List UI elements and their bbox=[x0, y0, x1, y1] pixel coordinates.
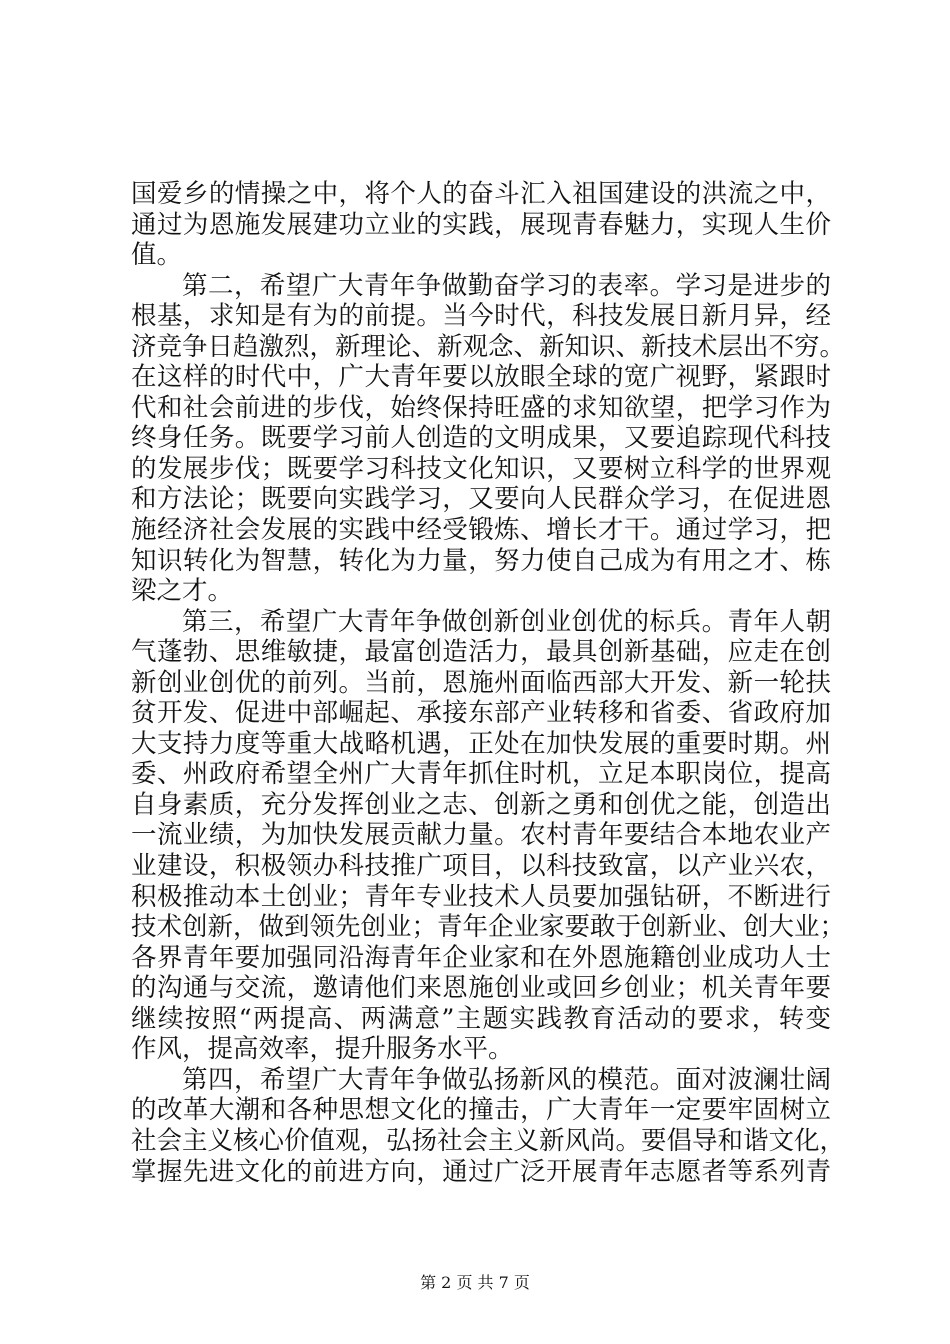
text-line: 作风，提高效率，提升服务水平。 bbox=[131, 1034, 514, 1065]
text-line: 业建设，积极领办科技推广项目，以科技致富，以产业兴农， bbox=[131, 851, 831, 882]
text-line: 值。 bbox=[131, 240, 183, 271]
text-line: 的改革大潮和各种思想文化的撞击，广大青年一定要牢固树立 bbox=[131, 1095, 831, 1126]
text-line: 贫开发、促进中部崛起、承接东部产业转移和省委、省政府加 bbox=[131, 698, 831, 729]
text-line: 在这样的时代中，广大青年要以放眼全球的宽广视野，紧跟时 bbox=[131, 362, 831, 393]
text-line: 国爱乡的情操之中，将个人的奋斗汇入祖国建设的洪流之中， bbox=[131, 179, 831, 209]
text-line: 新创业创优的前列。当前，恩施州面临西部大开发、新一轮扶 bbox=[131, 667, 831, 698]
text-line: 第二，希望广大青年争做勤奋学习的表率。学习是进步的 bbox=[182, 270, 831, 301]
text-line: 气蓬勃、思维敏捷，最富创造活力，最具创新基础，应走在创 bbox=[131, 637, 831, 668]
text-line: 各界青年要加强同沿海青年企业家和在外恩施籍创业成功人士 bbox=[131, 942, 831, 973]
text-line: 通过为恩施发展建功立业的实践，展现青春魅力，实现人生价 bbox=[131, 209, 831, 240]
text-line: 的发展步伐；既要学习科技文化知识，又要树立科学的世界观 bbox=[131, 453, 831, 484]
text-line: 终身任务。既要学习前人创造的文明成果，又要追踪现代科技 bbox=[131, 423, 831, 454]
text-line: 委、州政府希望全州广大青年抓住时机，立足本职岗位，提高 bbox=[131, 759, 831, 790]
body-text bbox=[131, 179, 846, 1187]
text-line: 社会主义核心价值观，弘扬社会主义新风尚。要倡导和谐文化， bbox=[131, 1125, 846, 1156]
text-line: 掌握先进文化的前进方向，通过广泛开展青年志愿者等系列青 bbox=[131, 1156, 831, 1187]
text-line: 施经济社会发展的实践中经受锻炼、增长才干。通过学习，把 bbox=[131, 515, 831, 546]
text-line: 积极推动本土创业；青年专业技术人员要加强钻研，不断进行 bbox=[131, 881, 831, 912]
text-line: 根基，求知是有为的前提。当今时代，科技发展日新月异，经 bbox=[131, 301, 831, 332]
text-line: 代和社会前进的步伐，始终保持旺盛的求知欲望，把学习作为 bbox=[131, 392, 831, 423]
text-line: 和方法论；既要向实践学习，又要向人民群众学习，在促进恩 bbox=[131, 484, 831, 515]
text-line: 大支持力度等重大战略机遇，正处在加快发展的重要时期。州 bbox=[131, 728, 831, 759]
text-line: 济竞争日趋激烈，新理论、新观念、新知识、新技术层出不穷。 bbox=[131, 331, 846, 362]
text-line: 第三，希望广大青年争做创新创业创优的标兵。青年人朝 bbox=[182, 606, 831, 637]
page-footer: 第 2 页 共 7 页 bbox=[420, 1273, 530, 1292]
text-line: 一流业绩，为加快发展贡献力量。农村青年要结合本地农业产 bbox=[131, 820, 831, 851]
text-line: 自身素质，充分发挥创业之志、创新之勇和创优之能，创造出 bbox=[131, 789, 831, 820]
text-line: 第四，希望广大青年争做弘扬新风的模范。面对波澜壮阔 bbox=[182, 1064, 831, 1095]
text-line: 梁之才。 bbox=[131, 576, 234, 607]
text-line: 技术创新，做到领先创业；青年企业家要敢于创新业、创大业； bbox=[131, 912, 846, 943]
text-line: 知识转化为智慧，转化为力量，努力使自己成为有用之才、栋 bbox=[131, 545, 831, 576]
text-line: 继续按照“两提高、两满意”主题实践教育活动的要求，转变 bbox=[131, 1003, 831, 1034]
text-line: 的沟通与交流，邀请他们来恩施创业或回乡创业；机关青年要 bbox=[131, 973, 831, 1004]
